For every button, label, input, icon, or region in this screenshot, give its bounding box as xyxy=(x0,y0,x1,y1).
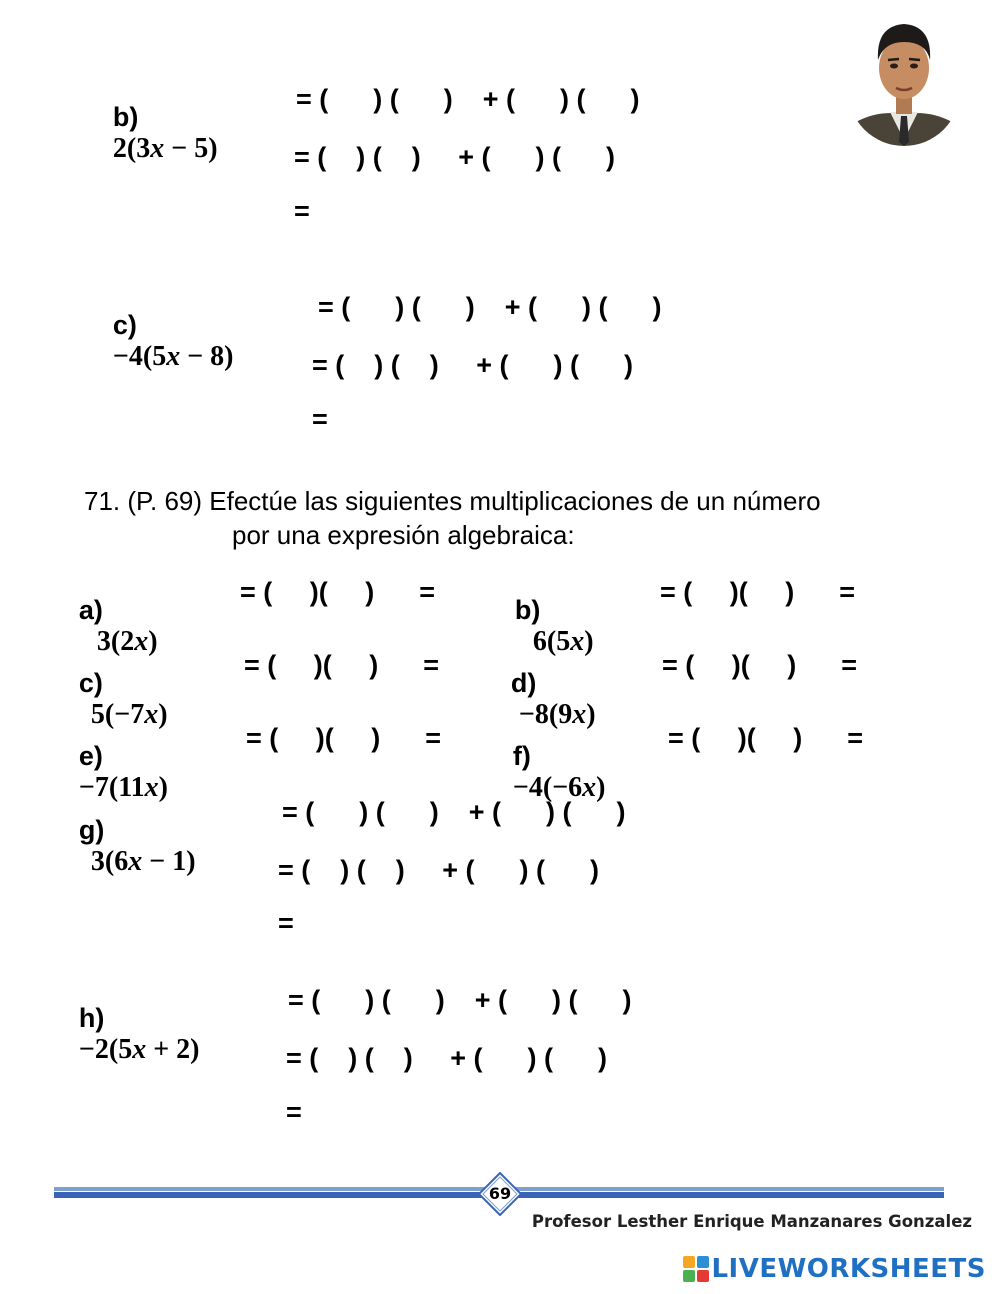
item-label: d) xyxy=(510,668,537,698)
exercise-71-instruction-cont: por una expresión algebraica: xyxy=(232,520,575,550)
answer-blanks-row1[interactable]: = ( ) ( ) + ( ) ( ) xyxy=(282,797,626,827)
answer-blanks-row2[interactable]: = ( ) ( ) + ( ) ( ) xyxy=(278,855,600,885)
item-label: b) xyxy=(112,102,139,132)
item-71b xyxy=(506,577,594,658)
math-expression: −7(11x) xyxy=(78,772,168,803)
answer-result-row[interactable]: = xyxy=(312,404,328,434)
math-expression: −2(5x + 2) xyxy=(78,1034,200,1065)
item-71a xyxy=(70,577,158,658)
math-expression: −4(5x − 8) xyxy=(112,341,234,372)
answer-blanks[interactable]: = ( )( ) = xyxy=(662,650,858,680)
math-expression: 3(2x) xyxy=(96,626,158,657)
liveworksheets-brand: LIVEWORKSHEETS xyxy=(711,1254,986,1284)
item-label: e) xyxy=(78,741,103,771)
author-name: Profesor Lesther Enrique Manzanares Gonzalez xyxy=(531,1212,972,1231)
item-label: c) xyxy=(112,310,137,340)
liveworksheets-grid-icon xyxy=(683,1256,709,1282)
answer-result-row[interactable]: = xyxy=(278,908,294,938)
item-label: c) xyxy=(78,668,103,698)
item-label: g) xyxy=(78,815,105,845)
item-label: h) xyxy=(78,1003,105,1033)
item-label: b) xyxy=(514,595,541,625)
answer-result-row[interactable]: = xyxy=(294,196,310,226)
answer-blanks-row2[interactable]: = ( ) ( ) + ( ) ( ) xyxy=(312,350,634,380)
answer-result-row[interactable]: = xyxy=(286,1097,302,1127)
answer-blanks[interactable]: = ( )( ) = xyxy=(246,723,442,753)
math-expression: 6(5x) xyxy=(532,626,594,657)
liveworksheets-logo[interactable] xyxy=(683,1252,986,1286)
page-number: 69 xyxy=(488,1184,512,1203)
item-71f xyxy=(504,723,605,804)
math-expression: 3(6x − 1) xyxy=(90,846,196,877)
answer-blanks-row2[interactable]: = ( ) ( ) + ( ) ( ) xyxy=(286,1043,608,1073)
item-71c xyxy=(70,650,168,731)
math-expression: −4(−6x) xyxy=(512,772,606,803)
answer-blanks-row1[interactable]: = ( ) ( ) + ( ) ( ) xyxy=(288,985,632,1015)
item-70b xyxy=(104,84,218,165)
answer-blanks[interactable]: = ( )( ) = xyxy=(244,650,440,680)
math-expression: −8(9x) xyxy=(518,699,596,730)
math-expression: 5(−7x) xyxy=(90,699,168,730)
answer-blanks-row1[interactable]: = ( ) ( ) + ( ) ( ) xyxy=(318,292,662,322)
item-71e xyxy=(70,723,168,804)
answer-blanks[interactable]: = ( )( ) = xyxy=(668,723,864,753)
item-71h xyxy=(70,985,199,1066)
item-label: f) xyxy=(512,741,531,771)
math-expression: 2(3x − 5) xyxy=(112,133,218,164)
teacher-avatar xyxy=(848,14,960,146)
answer-blanks[interactable]: = ( )( ) = xyxy=(660,577,856,607)
item-71g xyxy=(70,797,196,878)
item-70c xyxy=(104,292,233,373)
answer-blanks-row1[interactable]: = ( ) ( ) + ( ) ( ) xyxy=(296,84,640,114)
item-71d xyxy=(502,650,596,731)
answer-blanks-row2[interactable]: = ( ) ( ) + ( ) ( ) xyxy=(294,142,616,172)
exercise-71-instruction: 71. (P. 69) Efectúe las siguientes multiplicaciones de un número xyxy=(84,486,821,516)
item-label: a) xyxy=(78,595,103,625)
answer-blanks[interactable]: = ( )( ) = xyxy=(240,577,436,607)
